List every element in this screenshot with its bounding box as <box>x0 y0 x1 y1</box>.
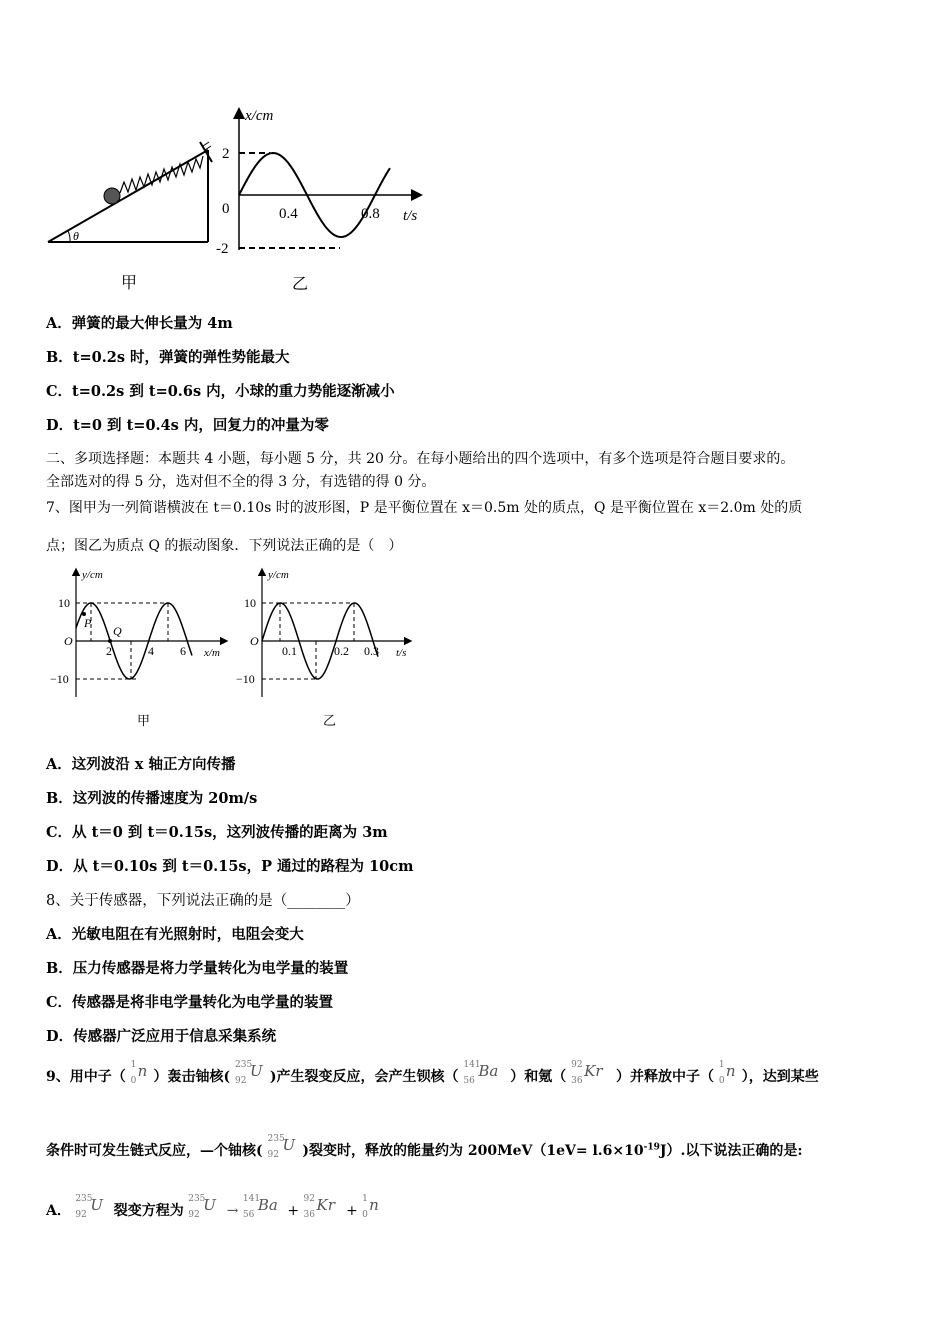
q6-option-b: B．t=0.2s 时，弹簧的弹性势能最大 <box>46 349 290 366</box>
figure1-caption-yi: 乙 <box>292 274 309 293</box>
q7-option-b: B．这列波的传播速度为 20m/s <box>46 790 258 807</box>
q8-stem: 8、关于传感器，下列说法正确的是（________） <box>46 893 360 909</box>
q9-text-2: ）轰击铀核( <box>153 1069 231 1085</box>
uranium-symbol-4: 235 92 U <box>188 1194 216 1220</box>
q9-text-5: ）并释放中子（ <box>616 1069 714 1085</box>
q8-option-a: A．光敏电阻在有光照射时，电阻会变大 <box>46 926 304 943</box>
jia-y-tick-10: 10 <box>58 596 70 610</box>
t-tick-0.8: 0.8 <box>361 206 380 222</box>
q9-line1 <box>46 1060 819 1088</box>
theta-label: θ <box>73 229 79 243</box>
jia-y-label: y/cm <box>82 569 103 581</box>
q7-stem-line2: 点；图乙为质点 Q 的振动图象．下列说法正确的是（ ） <box>46 538 403 554</box>
y-tick-2: 2 <box>222 146 230 162</box>
jia-x-tick-4: 4 <box>148 644 154 658</box>
plus-2: + <box>345 1203 358 1219</box>
q7-option-a: A．这列波沿 x 轴正方向传播 <box>46 756 236 773</box>
incline-spring-figure <box>40 130 220 260</box>
q9-line2-a: 条件时可发生链式反应，—个铀核( <box>46 1143 263 1159</box>
uranium-symbol-2: 235 92 U <box>267 1134 296 1160</box>
yi-y-label: y/cm <box>268 569 289 581</box>
q7-stem-line1: 7、图甲为一列简谐横波在 t＝0.10s 时的波形图，P 是平衡位置在 x＝0.5m 处的质点，Q 是平衡位置在 x＝2.0m 处的质 <box>46 500 803 516</box>
wave-graph-jia <box>44 562 234 702</box>
q9-text-1: 9、用中子（ <box>46 1069 126 1085</box>
yi-x-tick-0.1: 0.1 <box>282 644 297 658</box>
q9-option-a-label: A． <box>46 1203 71 1219</box>
yi-x-tick-0.2: 0.2 <box>334 644 349 658</box>
figure1-caption-jia: 甲 <box>121 273 138 292</box>
vibration-graph-yi <box>232 562 422 702</box>
section2-line1: 二、多项选择题：本题共 4 小题，每小题 5 分，共 20 分。在每小题给出的四个选项中，有多个选项是符合题目要求的。 <box>46 451 795 467</box>
uranium-symbol-3: 235 92 U <box>75 1194 103 1220</box>
barium-symbol: 141 56 Ba <box>463 1060 499 1086</box>
jia-x-label: x/m <box>204 647 220 659</box>
x-t-graph <box>215 100 430 260</box>
origin-label: 0 <box>222 201 230 217</box>
q8-option-b: B．压力传感器是将力学量转化为电学量的装置 <box>46 960 349 977</box>
x-axis-label-xcm: x/cm <box>245 108 274 124</box>
yi-x-tick-0.3: 0.3 <box>364 644 379 658</box>
q7-option-d: D．从 t＝0.10s 到 t＝0.15s，P 通过的路程为 10cm <box>46 858 414 875</box>
q8-option-d: D．传感器广泛应用于信息采集系统 <box>46 1028 277 1045</box>
q7-caption-yi: 乙 <box>323 714 337 729</box>
q8-option-c: C．传感器是将非电学量转化为电学量的装置 <box>46 994 334 1011</box>
neutron-symbol-2: 1 0 n <box>718 1060 736 1086</box>
yi-origin: O <box>250 634 259 648</box>
point-p-label: P <box>84 616 92 630</box>
neutron-symbol: 1 0 n <box>130 1060 148 1086</box>
q9-text-6: ），达到某些 <box>741 1069 819 1085</box>
q6-option-c: C．t=0.2s 到 t=0.6s 内，小球的重力势能逐渐减小 <box>46 383 395 400</box>
reaction-arrow: → <box>226 1203 239 1219</box>
jia-x-tick-2: 2 <box>106 644 112 658</box>
barium-symbol-2: 141 56 Ba <box>242 1194 278 1220</box>
q9-option-a-text: 裂变方程为 <box>113 1203 184 1219</box>
q9-text-3: )产生裂变反应，会产生钡核（ <box>269 1069 459 1085</box>
jia-origin: O <box>64 634 73 648</box>
jia-x-tick-6: 6 <box>180 644 186 658</box>
uranium-symbol: 235 92 U <box>235 1060 263 1086</box>
jia-y-tick-neg10: −10 <box>50 672 69 686</box>
q7-caption-jia: 甲 <box>137 714 151 729</box>
y-tick-neg2: -2 <box>216 241 229 257</box>
q9-line2-c: J）.以下说法正确的是: <box>659 1143 803 1159</box>
point-q-label: Q <box>113 624 122 638</box>
krypton-symbol: 92 36 Kr <box>571 1060 603 1086</box>
q7-option-c: C．从 t＝0 到 t＝0.15s，这列波传播的距离为 3m <box>46 824 388 841</box>
q9-exponent: -19 <box>643 1142 660 1153</box>
section2-line2: 全部选对的得 5 分，选对但不全的得 3 分，有选错的得 0 分。 <box>46 474 436 490</box>
yi-y-tick-10: 10 <box>244 596 256 610</box>
q9-text-4: ）和氪（ <box>510 1069 567 1085</box>
t-tick-0.4: 0.4 <box>279 206 298 222</box>
yi-y-tick-neg10: −10 <box>236 672 255 686</box>
krypton-symbol-2: 92 36 Kr <box>303 1194 335 1220</box>
t-axis-label: t/s <box>403 208 418 224</box>
q6-option-a: A．弹簧的最大伸长量为 4m <box>46 315 233 332</box>
yi-x-label: t/s <box>396 647 407 659</box>
neutron-symbol-3: 1 0 n <box>362 1194 379 1220</box>
plus-1: + <box>287 1203 300 1219</box>
q9-line2 <box>46 1134 803 1162</box>
q9-option-a <box>46 1194 380 1222</box>
q9-line2-b: )裂变时，释放的能量约为 200MeV（1eV= l.6×10 <box>302 1143 644 1159</box>
q6-option-d: D．t=0 到 t=0.4s 内，回复力的冲量为零 <box>46 417 329 434</box>
